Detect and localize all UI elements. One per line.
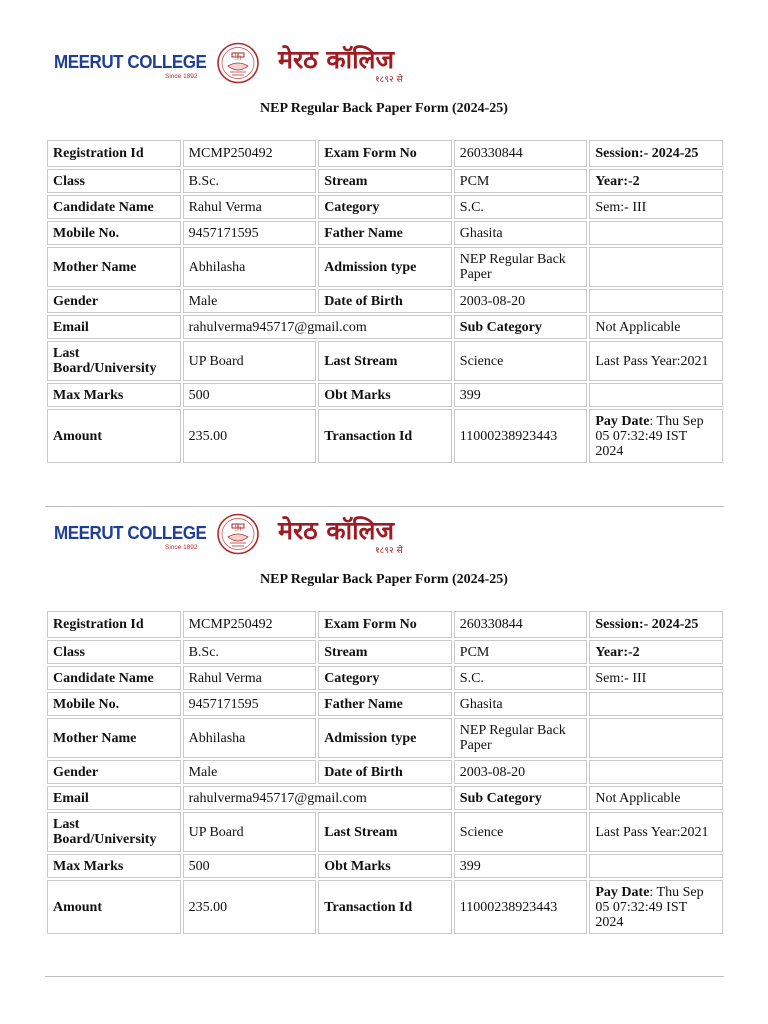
father-name-label: Father Name: [318, 692, 452, 716]
dob-label: Date of Birth: [318, 760, 452, 784]
form-details-table: [45, 138, 725, 465]
father-name-value: Ghasita: [454, 692, 588, 716]
last-stream-label: Last Stream: [318, 341, 452, 381]
admission-type-value: NEP Regular Back Paper: [454, 247, 588, 287]
mobile-label: Mobile No.: [47, 692, 181, 716]
obt-marks-label: Obt Marks: [318, 854, 452, 878]
exam-form-no-label: Exam Form No: [318, 140, 452, 167]
empty-cell: [589, 718, 723, 758]
class-label: Class: [47, 169, 181, 193]
dob-value: 2003-08-20: [454, 289, 588, 313]
table-row: [47, 692, 723, 716]
table-row: [47, 880, 723, 934]
category-label: Category: [318, 666, 452, 690]
college-name-hindi: मेरठ कॉलिज: [278, 45, 395, 74]
sub-category-label: Sub Category: [454, 786, 588, 810]
form-title: NEP Regular Back Paper Form (2024-25): [260, 572, 508, 587]
form-copy-1: [0, 0, 768, 470]
transaction-id-value: 11000238923443: [454, 880, 588, 934]
table-row: [47, 718, 723, 758]
registration-id-label: Registration Id: [47, 140, 181, 167]
registration-id-label: Registration Id: [47, 611, 181, 638]
amount-label: Amount: [47, 880, 181, 934]
empty-cell: [589, 760, 723, 784]
college-seal-icon: [216, 513, 260, 555]
mother-name-value: Abhilasha: [183, 247, 317, 287]
obt-marks-label: Obt Marks: [318, 383, 452, 407]
sem-value: Sem:- III: [589, 195, 723, 219]
since-text: Since 1892: [165, 73, 198, 80]
table-row: [47, 640, 723, 664]
college-name-hindi: मेरठ कॉलिज: [278, 516, 395, 545]
college-name-english: MEERUT COLLEGE: [54, 522, 207, 543]
dob-label: Date of Birth: [318, 289, 452, 313]
college-name-english: MEERUT COLLEGE: [54, 51, 207, 72]
pay-date-cell: [589, 880, 723, 934]
pay-date-label: Pay Date: [595, 413, 650, 429]
pay-date-label: Pay Date: [595, 884, 650, 900]
table-row: [47, 221, 723, 245]
sub-category-label: Sub Category: [454, 315, 588, 339]
stream-label: Stream: [318, 640, 452, 664]
pay-date-value: : Thu Sep 05 07:32:49 IST 2024: [595, 413, 704, 459]
divider: [45, 976, 724, 977]
class-label: Class: [47, 640, 181, 664]
transaction-id-label: Transaction Id: [318, 880, 452, 934]
candidate-name-label: Candidate Name: [47, 666, 181, 690]
max-marks-label: Max Marks: [47, 383, 181, 407]
max-marks-value: 500: [183, 383, 317, 407]
max-marks-label: Max Marks: [47, 854, 181, 878]
amount-value: 235.00: [183, 409, 317, 463]
table-row: [47, 786, 723, 810]
last-stream-value: Science: [454, 341, 588, 381]
class-value: B.Sc.: [183, 169, 317, 193]
exam-form-no-label: Exam Form No: [318, 611, 452, 638]
category-value: S.C.: [454, 666, 588, 690]
category-label: Category: [318, 195, 452, 219]
sem-value: Sem:- III: [589, 666, 723, 690]
table-row: [47, 760, 723, 784]
stream-value: PCM: [454, 169, 588, 193]
table-row: [47, 666, 723, 690]
mobile-value: 9457171595: [183, 692, 317, 716]
exam-form-no-value: 260330844: [454, 611, 588, 638]
registration-id-value: MCMP250492: [183, 140, 317, 167]
sub-category-value: Not Applicable: [589, 786, 723, 810]
admission-type-value: NEP Regular Back Paper: [454, 718, 588, 758]
table-row: [47, 195, 723, 219]
last-board-value: UP Board: [183, 812, 317, 852]
empty-cell: [589, 247, 723, 287]
last-board-value: UP Board: [183, 341, 317, 381]
last-pass-year-value: Last Pass Year:2021: [589, 812, 723, 852]
email-label: Email: [47, 786, 181, 810]
form-details-table: [45, 609, 725, 936]
table-row: [47, 341, 723, 381]
gender-label: Gender: [47, 760, 181, 784]
email-label: Email: [47, 315, 181, 339]
form-title: NEP Regular Back Paper Form (2024-25): [260, 101, 508, 116]
session-value: Session:- 2024-25: [589, 140, 723, 167]
admission-type-label: Admission type: [318, 247, 452, 287]
last-board-label: Last Board/University: [47, 341, 181, 381]
table-row: [47, 812, 723, 852]
mobile-value: 9457171595: [183, 221, 317, 245]
college-seal-icon: [216, 42, 260, 84]
since-text: Since 1892: [165, 544, 198, 551]
svg-text:卐: 卐: [234, 523, 242, 532]
email-value: rahulverma945717@gmail.com: [183, 315, 452, 339]
table-row: [47, 383, 723, 407]
table-row: [47, 169, 723, 193]
father-name-value: Ghasita: [454, 221, 588, 245]
year-value: Year:-2: [589, 640, 723, 664]
candidate-name-value: Rahul Verma: [183, 195, 317, 219]
svg-text:卐: 卐: [234, 52, 242, 61]
table-row: [47, 409, 723, 463]
table-row: [47, 854, 723, 878]
table-row: [47, 140, 723, 167]
sub-category-value: Not Applicable: [589, 315, 723, 339]
empty-cell: [589, 692, 723, 716]
year-value: Year:-2: [589, 169, 723, 193]
table-row: [47, 289, 723, 313]
empty-cell: [589, 383, 723, 407]
gender-label: Gender: [47, 289, 181, 313]
exam-form-no-value: 260330844: [454, 140, 588, 167]
since-hindi-text: १८९२ से: [375, 75, 403, 85]
college-header: [50, 511, 420, 557]
last-stream-value: Science: [454, 812, 588, 852]
last-board-label: Last Board/University: [47, 812, 181, 852]
mobile-label: Mobile No.: [47, 221, 181, 245]
college-header: [50, 40, 420, 86]
empty-cell: [589, 289, 723, 313]
since-hindi-text: १८९२ से: [375, 546, 403, 556]
pay-date-value: : Thu Sep 05 07:32:49 IST 2024: [595, 884, 704, 930]
candidate-name-label: Candidate Name: [47, 195, 181, 219]
table-row: [47, 611, 723, 638]
empty-cell: [589, 854, 723, 878]
last-pass-year-value: Last Pass Year:2021: [589, 341, 723, 381]
stream-label: Stream: [318, 169, 452, 193]
pay-date-cell: [589, 409, 723, 463]
amount-value: 235.00: [183, 880, 317, 934]
mother-name-value: Abhilasha: [183, 718, 317, 758]
table-row: [47, 247, 723, 287]
last-stream-label: Last Stream: [318, 812, 452, 852]
mother-name-label: Mother Name: [47, 718, 181, 758]
gender-value: Male: [183, 760, 317, 784]
stream-value: PCM: [454, 640, 588, 664]
candidate-name-value: Rahul Verma: [183, 666, 317, 690]
admission-type-label: Admission type: [318, 718, 452, 758]
class-value: B.Sc.: [183, 640, 317, 664]
gender-value: Male: [183, 289, 317, 313]
obt-marks-value: 399: [454, 854, 588, 878]
form-copy-2: [0, 471, 768, 941]
dob-value: 2003-08-20: [454, 760, 588, 784]
category-value: S.C.: [454, 195, 588, 219]
obt-marks-value: 399: [454, 383, 588, 407]
father-name-label: Father Name: [318, 221, 452, 245]
registration-id-value: MCMP250492: [183, 611, 317, 638]
mother-name-label: Mother Name: [47, 247, 181, 287]
amount-label: Amount: [47, 409, 181, 463]
max-marks-value: 500: [183, 854, 317, 878]
transaction-id-value: 11000238923443: [454, 409, 588, 463]
transaction-id-label: Transaction Id: [318, 409, 452, 463]
email-value: rahulverma945717@gmail.com: [183, 786, 452, 810]
empty-cell: [589, 221, 723, 245]
table-row: [47, 315, 723, 339]
session-value: Session:- 2024-25: [589, 611, 723, 638]
